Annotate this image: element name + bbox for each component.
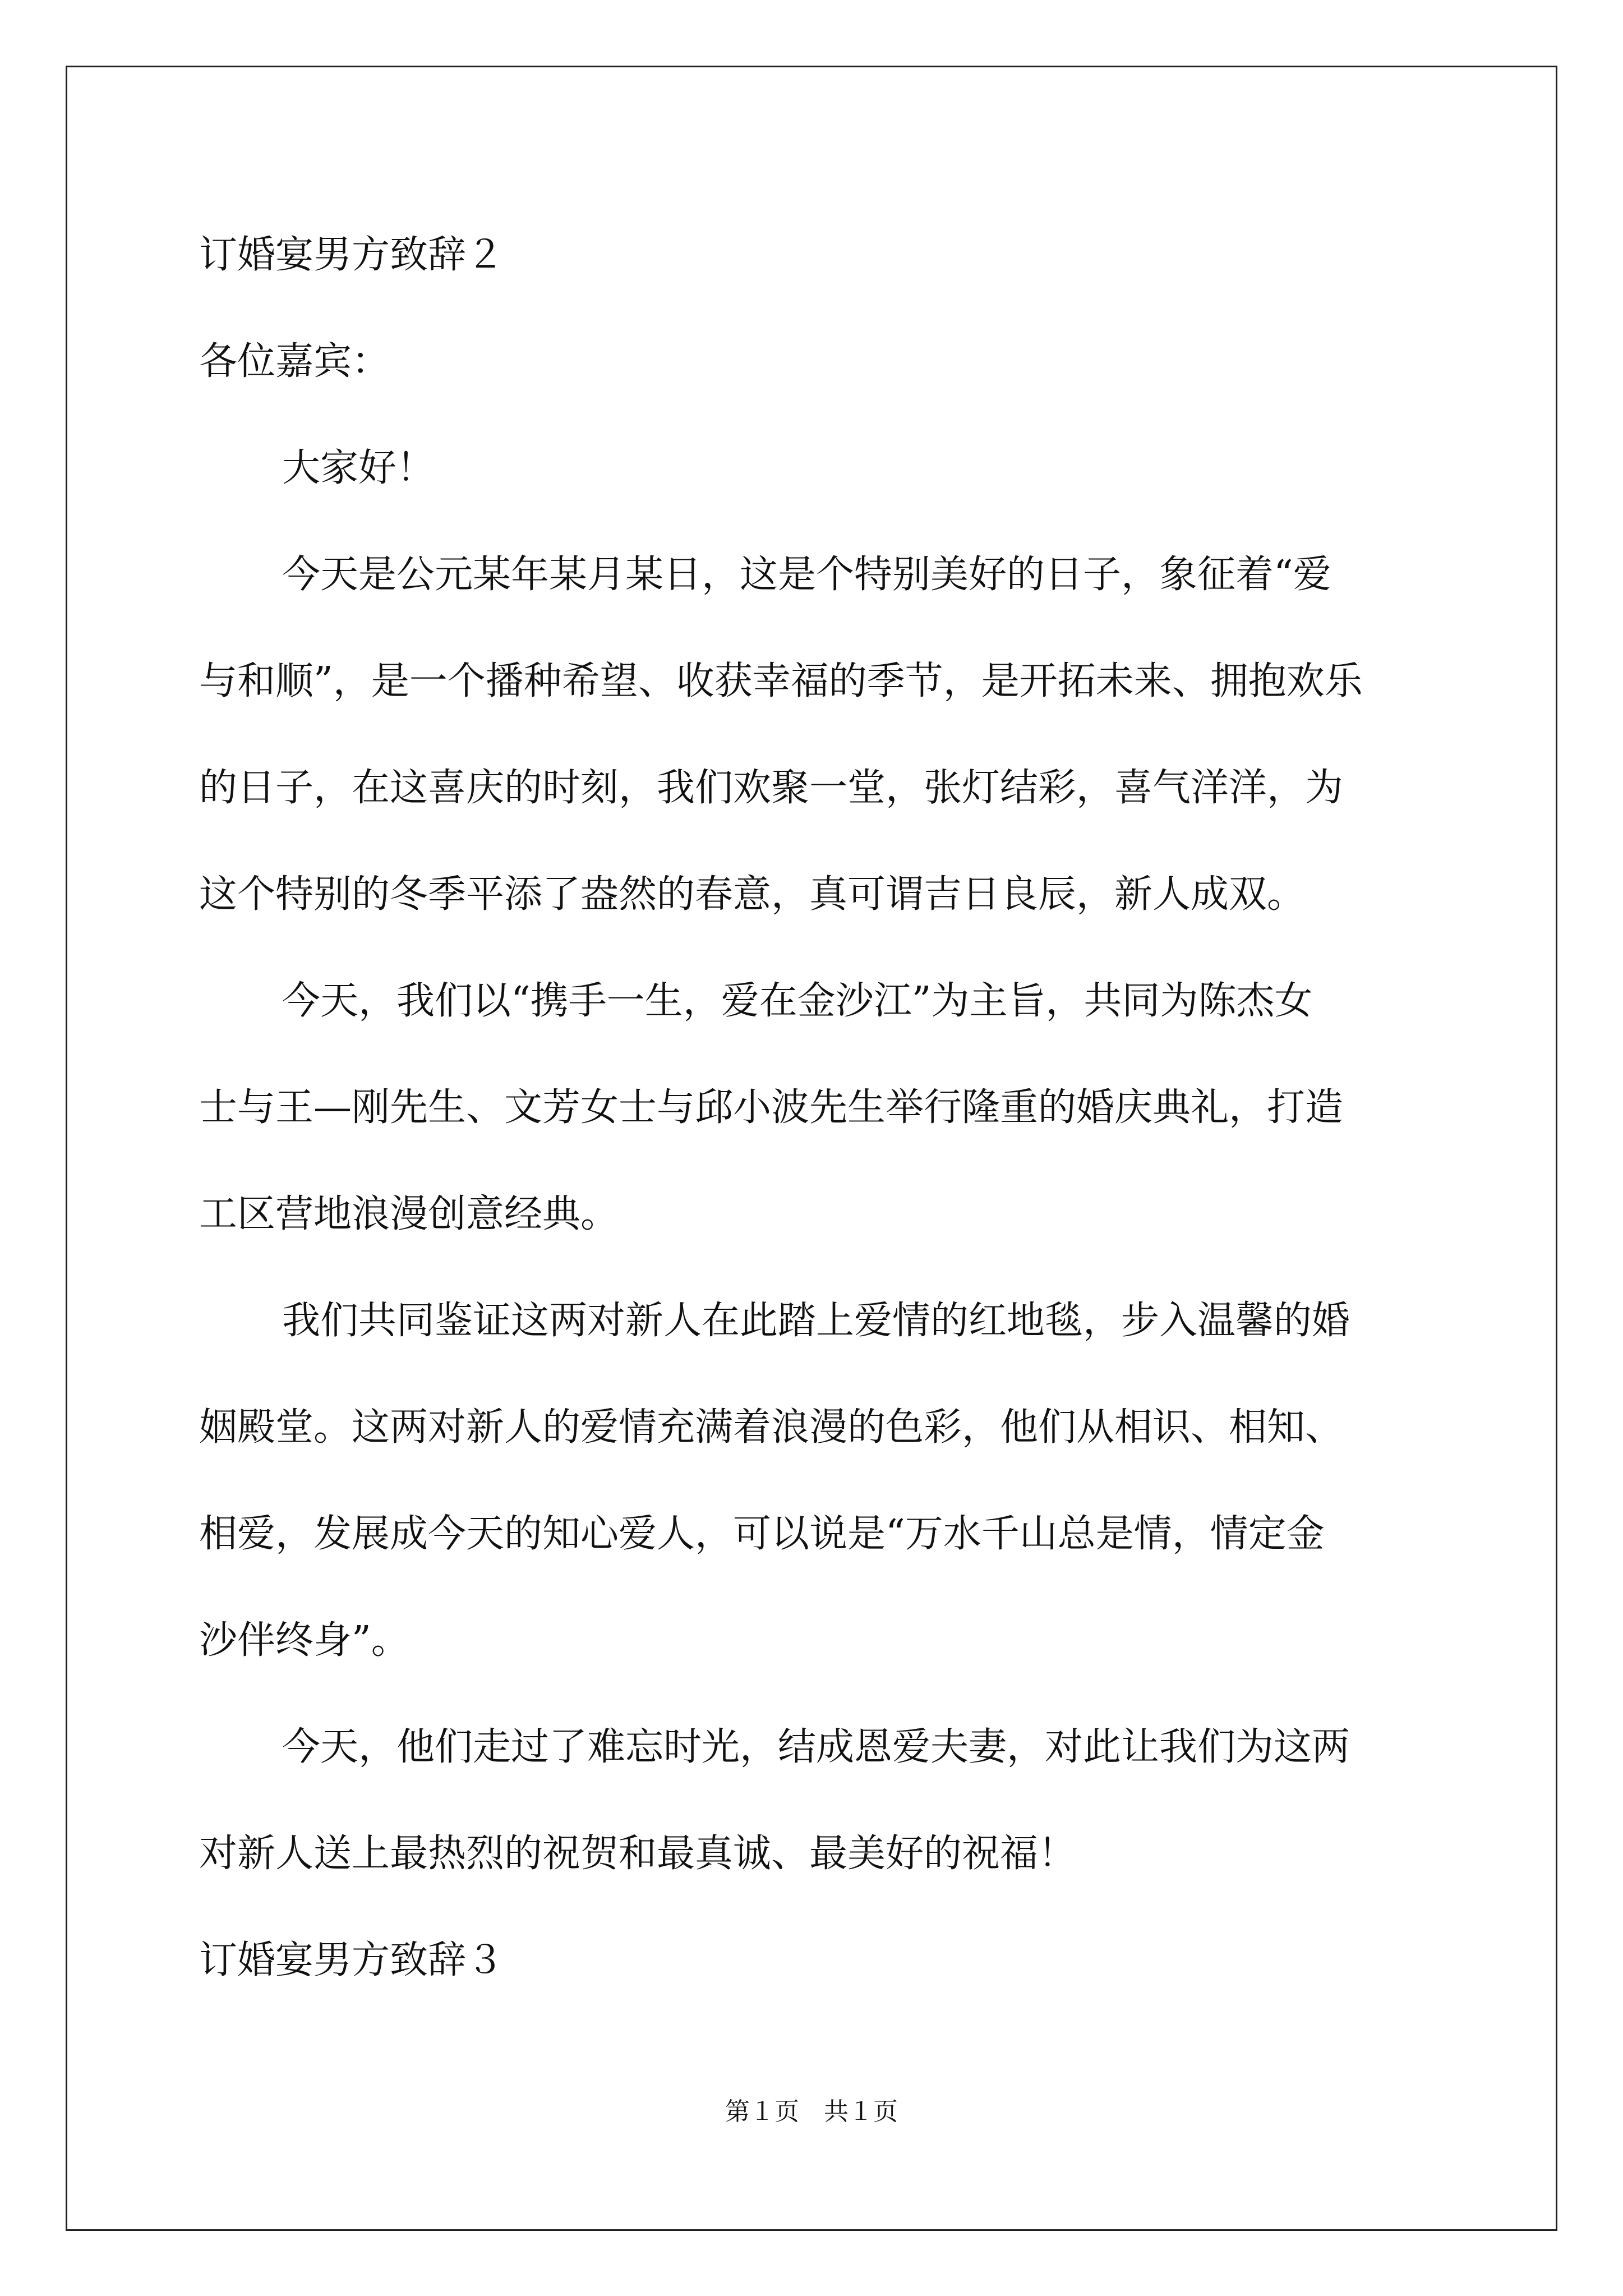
paragraph-line: 与和顺”，是一个播种希望、收获幸福的季节，是开拓未来、拥抱欢乐 [199,659,1363,703]
document-body [199,202,1427,2014]
paragraph-line: 沙伴终身”。 [199,1618,409,1663]
paragraph-line: 今天，他们走过了难忘时光，结成恩爱夫妻，对此让我们为这两 [282,1725,1350,1769]
paragraph-line: 这个特别的冬季平添了盎然的春意，真可谓吉日良辰，新人成双。 [199,872,1306,917]
paragraph-line: 对新人送上最热烈的祝贺和最真诚、最美好的祝福！ [199,1832,1077,1876]
paragraph-line: 相爱，发展成今天的知心爱人，可以说是“万水千山总是情，情定金 [199,1512,1325,1556]
paragraph-line: 今天，我们以“携手一生，爱在金沙江”为主旨，共同为陈杰女 [282,979,1313,1023]
salutation: 各位嘉宾： [199,339,390,384]
greeting: 大家好！ [282,446,435,490]
paragraph-line: 今天是公元某年某月某日，这是个特别美好的日子，象征着“爱 [282,553,1331,597]
paragraph-line: 士与王—刚先生、文芳女士与邱小波先生举行隆重的婚庆典礼，打造 [199,1085,1344,1130]
paragraph-line: 我们共同鉴证这两对新人在此踏上爱情的红地毯，步入温馨的婚 [282,1299,1350,1343]
paragraph-line: 工区营地浪漫创意经典。 [199,1192,619,1236]
section-heading: 订婚宴男方致辞３ [199,1938,505,1982]
paragraph-line: 姻殿堂。这两对新人的爱情充满着浪漫的色彩，他们从相识、相知、 [199,1405,1344,1450]
page-footer: 第１页 共１页 [725,2097,898,2126]
section-heading: 订婚宴男方致辞２ [199,233,505,277]
paragraph-line: 的日子，在这喜庆的时刻，我们欢聚一堂，张灯结彩，喜气洋洋，为 [199,766,1344,810]
